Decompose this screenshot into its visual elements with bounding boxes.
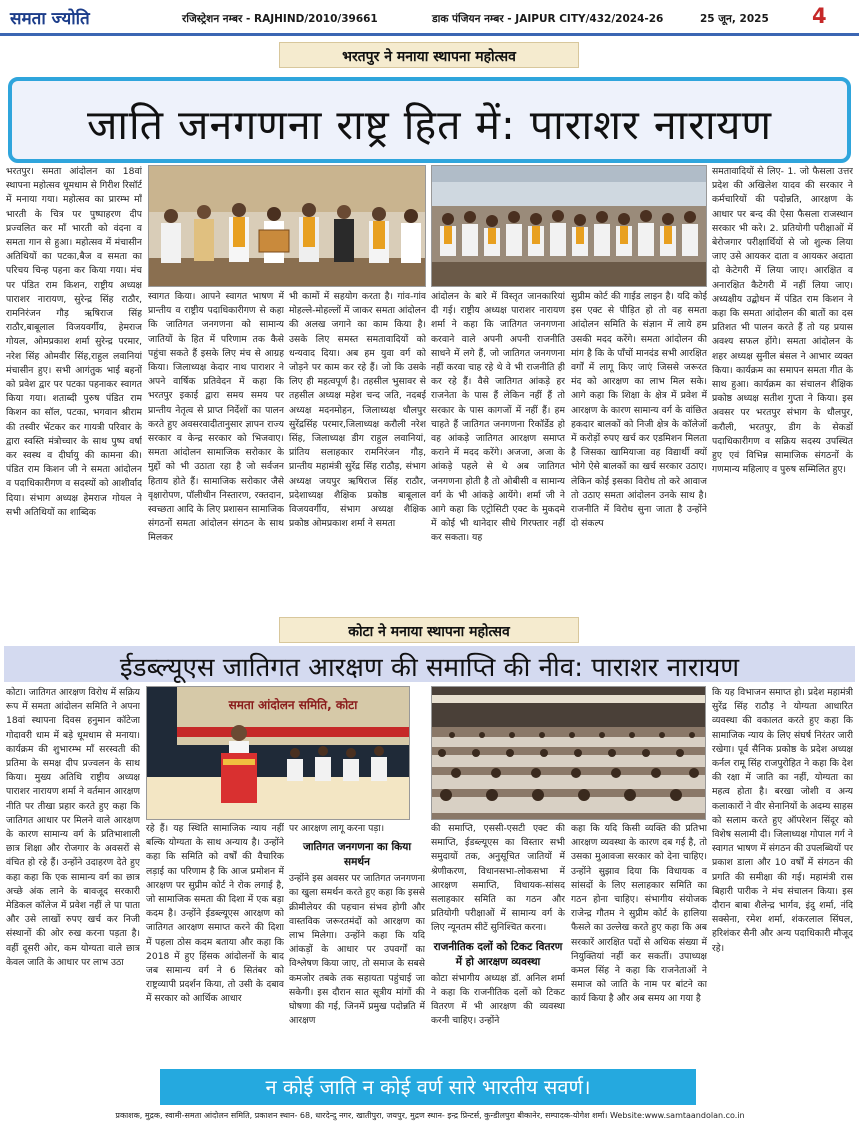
story2-column-6: कि यह विभाजन समाप्त हो। प्रदेश महामंत्री सुरेंद्र सिंह राठौड़ ने योग्यता आधारित व्यवस्था की वकालत करते हुए कहा कि सामाजिक न्याय के लिए संघर्ष निरंतर जारी रखेगा। पूर्व सैनिक प्रकोष्ठ के प्रदेश अध्यक्ष कर्नल रामू सिंह राजपुरोहित ने कहा कि देश की रक्षा में जाति का नहीं, योग्यता का महत्व होता है। बरखा जोशी व अन्य कलाकारों ने वीर सेनानियों के अदम्य साहस को सलाम करते हुए ऑपरेशन सिंदूर को विशेष सलामी दी। जिलाध्यक्ष गोपाल गर्ग ने स्वागत भाषण में संगठन की उपलब्धियों पर प्रकाश डाला और 10 वर्षों में संगठन की प्रगति की समीक्षा की गई। महामंत्री रास बिहारी पारीक ने मंच संचालन किया। इस दौरान बाबा शैलेन्द्र भार्गव, इंदु शर्मा, नंदि सक्सेना, रमेश शर्मा, शंकरलाल सिंघल, हरिशंकर सैनी और अन्य पदाधिकारी मौजूद रहे।	[712, 687, 853, 954]
stage-banner-text: समता आंदोलन समिति, कोटा	[228, 698, 358, 712]
felicitation-photo-illustration	[149, 166, 426, 287]
story2-subhead-caste-census: जातिगत जनगणना का किया समर्थन	[302, 841, 412, 869]
registration-number: रजिस्ट्रेशन नम्बर - RAJHIND/2010/39661	[182, 13, 378, 25]
audience-photo-illustration	[432, 166, 707, 287]
story1-headline: जाति जनगणना राष्ट्र हित में: पाराशर नारायण	[8, 77, 851, 163]
story2-column-3-lead: पर आरक्षण लागू करना पड़ा।	[289, 823, 385, 834]
story1-column-3: भी कामों में सहयोग करता है। गांव-गांव मोहल्ले-मोहल्लों में जाकर समता आंदोलन की अलख जगाने का काम किया है। उसके लिए समस्त समतावादियों को धन्यवाद दिया। अब हम युवा वर्ग को जोड़ने पर काम कर रहे हैं। जो कि उसके लिए ही महत्वपूर्ण है। तहसील भुसावर से तहसील अध्यक्ष महेश चन्द जति, नदबई अध्यक्ष मदनमोहन, जिलाध्यक्ष धौलपुर सुरेंद्रसिंह परमार,जिलाध्यक्ष करौली नरेश सिंह, जिलाध्यक्ष डीग राहुल लवानियां, प्रांतिय सलाहकार रामनिरंजन गौड़, प्रान्तीय महामंत्री सुरेंद्र सिंह राठौड़, संभाग अध्यक्ष जयपुर ऋषिराज सिंह राठौर, प्रदेशाध्यक्ष शैक्षिक प्रकोष्ठ बाबूलाल विजयवर्गीय, संभाग अध्यक्ष शैक्षिक प्रकोष्ठ ओमप्रकाश शर्मा ने समता	[289, 291, 426, 530]
issue-date: 25 जून, 2025	[700, 13, 769, 25]
story1-column-6: समतावादियों से लिए- 1. जो फैसला उत्तर प्रदेश की अखिलेश यादव की सरकार ने कर्मचारियों की पदोन्नति, आरक्षण के आधार पर बन्द की ऐसा फैसला राजस्थान सरकार भी करे। 2. प्रतियोगी परीक्षाओं में बेरोजगार परीक्षार्थियों से जो शुल्क लिया जाए उसे आयकर दाता व आयकर अदाता दो केटेगरी में लिया जाए। आरक्षित व अनारक्षित कैटेगरी में नहीं लिया जाए। अध्यक्षीय उद्बोधन में पंडित राम किशन ने कहा कि समता आंदोलन की बातों का दस प्रतिशत भी पालन करते हैं तो यह प्रयास अवश्य सफल होंगे। समता आंदोलन के शहर अध्यक्ष सुनील बंसल ने आभार व्यक्त किया। कार्यक्रम का समापन समता गीत के साथ हुआ। कार्यक्रम का संचालन शैक्षिक प्रकोष्ठ अध्यक्ष सतीश गुप्ता ने किया। इस अवसर पर भरतपुर संभाग के धौलपुर, करौली, भरतपुर, डीग के सेकडों पदाधिकारीगण व सक्रिय सदस्य उपस्थित हुए एवं विभिन्न सामाजिक संगठनों के गणमान्य महिलाए व पुरुष सम्मिलित हुए।	[712, 166, 853, 476]
story2-photo-speaker	[146, 686, 410, 820]
imprint-footer: प्रकाशक, मुद्रक, स्वामी-समता आंदोलन समिति, प्रकाशन स्थान- 68, धारदेन्दु नगर, खातीपुरा, जयपुर, मुद्रण स्थान- इन्द्र प्रिन्टर्स, कुन्डीलपुरा बीकानेर, सम्पादक-योगेश शर्मा। Website:www.samtaandolan.co.in	[115, 1111, 745, 1120]
postal-number: डाक पंजियन नम्बर - JAIPUR CITY/432/2024-26	[432, 13, 664, 25]
story2-headline: ईडब्ल्यूएस जातिगत आरक्षण की समाप्ति की नीव: पाराशर नारायण	[4, 646, 855, 682]
story2-column-4-body: कोटा संभागीय अध्यक्ष डॉ. अनिल शर्मा ने कहा कि राजनीतिक दलों को टिकट वितरण में भी आरक्षण की व्यवस्था करनी चाहिए। उन्होंने	[431, 972, 565, 1027]
story1-photo-audience	[431, 165, 707, 287]
masthead	[0, 0, 859, 36]
story2-column-4-lead: की समाप्ति, एससी-एसटी एक्ट की समाप्ति, ईडब्ल्यूएस का विस्तार सभी समुदायों तक, अनुसूचित जातियों में श्रेणीकरण, विधानसभा-लोकसभा में आरक्षण समाप्ति, विधायक-सांसद सलाहकार समिति का गठन और प्रतियोगी परीक्षाओं में सामान्य वर्ग के लिए न्यूनतम सीटें सुनिश्चित करना।	[431, 823, 565, 934]
story1-column-2: स्वागत किया। आपने स्वागत भाषण में प्रान्तीय व राष्ट्रीय पदाधिकारीगण से कहा कि जातिगत जनगणना को सामान्य जातियों के हित में परिणाम तक कैसे पहुंचा सकते हैं इसके लिए मंच से आग्रह किया। जिलाध्यक्ष केदार नाथ पाराशर ने अपने वार्षिक प्रतिवेदन में कहा कि भरतपुर इकाई द्वारा समय समय पर प्रान्तीय नेतृत्व से प्राप्त निर्देशों का पालन करते हुए अवसरवादीतानुसार ज्ञापन राज्य सरकार व केन्द्र सरकार को भिजवाए। समता आंदोलन सामाजिक सरोकार के मुद्दों को भी उठाता रहा है जो सर्वजन हिताय होते हैं। सामाजिक सरोकार जैसे वृक्षारोपण, पॉलीथीन निस्तारण, रक्तदान, स्वच्छता आदि के लिए प्रशासन सामाजिक संगठनों समता आंदोलन संगठन के साथ मिलकर	[148, 291, 284, 544]
story1-column-5: सुप्रीम कोर्ट की गाईड लाइन है। यदि कोई इस एक्ट से पीड़ित हो तो वह समता आंदोलन समिति के संज्ञान में लाये हम उसकी मदद करेंगे। समता आंदोलन की मांग है कि के पाँचों मानदंड सभी आरक्षित वर्गों में लागू किए जाएं जिससे जरूरत मंद को आरक्षण का लाभ मिल सके। आगे कहा कि शिक्षा के क्षेत्र में प्रवेश में आरक्षण के कारण सामान्य वर्ग के वांछित हकदार बालकों को निजी क्षेत्र के कॉलेजों में करोड़ों रुपए खर्च कर एडमिशन मिलता है जिसका खामियाजा वह विद्यार्थी क्यों भोगे ऐसे बालकों का खर्च सरकार उठाए। लेकिन कोई इसका विरोध तो करे आवाज तो उठाए समता आंदोलन उनके साथ है। राजनीति में विरोध सुना जाता है उन्होंने दो संकल्प	[571, 291, 707, 530]
page-number: 4	[812, 4, 827, 28]
story2-column-2: रहे हैं। यह स्थिति सामाजिक न्याय नहीं बल्कि योग्यता के साथ अन्याय है। उन्होंने कहा कि समिति को वर्षों की वैचारिक लड़ाई का परिणाम है कि आज प्रमोशन में आरक्षण पर सुप्रीम कोर्ट ने रोक लगाई है, जो सामाजिक समता की दिशा में एक बड़ा कदम है। उन्होंने ईडब्ल्यूएस आरक्षण को जातिगत आरक्षण समाप्त करने की दिशा में पहला ठोस कदम बताया और कहा कि 2018 में हुए हिंसक आंदोलनों के बाद जब सामान्य वर्ग ने 6 सितंबर को राष्ट्रव्यापी प्रदर्शन किया, तो उसी के दबाव में सरकार को आर्थिक आधार	[146, 823, 284, 1005]
story2-column-5: कहा कि यदि किसी व्यक्ति की प्रतिभा आरक्षण व्यवस्था के कारण दब गई है, तो उसका मुआवजा सरकार को देना चाहिए। उन्होंने सुझाव दिया कि विधायक व सांसदों के लिए सलाहकार समिति का गठन होना चाहिए। संभागीय संयोजक राजेन्द्र गौतम ने सुप्रीम कोर्ट के हालिया फैसले का उल्लेख करते हुए कहा कि अब सरकारें आरक्षित पदों से अधिक संख्या में नियुक्तियां नहीं कर सकतीं। उपाध्यक्ष कमल सिंह ने कहा कि राजनेताओं ने समाज को जाति के नाम पर बांटने का कार्य किया है और अब समय आ गया है	[571, 823, 707, 1005]
story2-column-3	[289, 822, 425, 1064]
story1-photo-felicitation	[148, 165, 426, 287]
story2-column-3-body: उन्होंने इस अवसर पर जातिगत जनगणना का खुला समर्थन करते हुए कहा कि इससे क्रीमीलेयर की पहचान संभव होगी और वास्तविक जरूरतमंदों को आरक्षण का लाभ मिलेगा। उन्होंने कहा कि यदि आंकड़ों के आधार पर उपवर्गों का विश्लेषण किया जाए, तो समाज के सबसे कमजोर तबके तक सहायता पहुंचाई जा सकेगी। इस दौरान सात सूत्रीय मांगों की घोषणा की गई, जिनमें प्रमुख पदोन्नति में आरक्षण	[289, 873, 425, 1027]
newspaper-logo: समता ज्योति	[10, 9, 90, 29]
crowd-photo-illustration	[432, 687, 706, 820]
story2-column-4	[431, 822, 565, 1064]
story2-kicker: कोटा ने मनाया स्थापना महोत्सव	[279, 617, 579, 643]
story1-kicker: भरतपुर ने मनाया स्थापना महोत्सव	[279, 42, 579, 68]
story2-subhead-ticket-reservation: राजनीतिक दलों को टिकट वितरण में हो आरक्षण व्यवस्था	[433, 940, 563, 968]
speaker-photo-illustration	[147, 687, 410, 820]
story2-column-1: कोटा। जातिगत आरक्षण विरोध में सक्रिय रूप में समता आंदोलन समिति ने अपना 18वां स्थापना दिवस हनुमान कॉटेजा गोदावरी धाम में बड़े धूमधाम से मनाया। कार्यक्रम की शुभारम्भ माँ सरस्वती की प्रतिमा के समक्ष दीप प्रज्वलन के साथ किया। मुख्य अतिथि राष्ट्रीय अध्यक्ष पाराशर नारायण शर्मा ने वर्तमान आरक्षण नीति पर तीखा प्रहार करते हुए कहा कि जातिगत आधार पर मिलने वाले आरक्षण के कारण सामान्य वर्ग के प्रतिभाशाली छात्र शिक्षा और रोजगार के अवसरों से वंचित हो रहे हैं। उन्होंने उदाहरण देते हुए कहा कहा कि एक सामान्य वर्ग का छात्र अच्छे अंक लाने के बावजूद सरकारी मेडिकल कॉलेज में प्रवेश नहीं ले पा पाता और उसे लाखों रुपए खर्च कर निजी संस्थानों की ओर रुख करना पड़ता है। वहीं दूसरी ओर, कम योग्यता वाले छात्र केवल जाति के आधार पर लाभ उठा	[6, 687, 140, 968]
story1-column-1: भरतपुर। समता आंदोलन का 18वां स्थापना महोत्सव धूमधाम से गिरीश रिसॉर्ट में मनाया गया। महोत्सव का प्रारम्भ माँ भारती के चित्र पर पुष्पाहरण दीप प्रज्वलित कर माँ भारती को वंदना व समता गान से हुआ। महोत्सव में मंचासीन अतिथियों का पटका,बैज व समता का परिचय चिन्ह पहना कर किया गया। मंच पर पंडित राम किशन, राष्ट्रीय अध्यक्ष पाराशर नारायण, सुरेन्द्र सिंह राठौर, रामनिरंजन गौड़ ऋषिराज सिंह राठौर,बाबूलाल विजयवर्गीय, हेमराज गोयल, ओमप्रकाश शर्मा सुरेन्द्र परमार, नरेश सिंह ओमवीर सिंह,राहुल लवानियां मंचासीन हुए। सभी आगंतुक भाई बहनों को प्रवेश द्वार पर पटका पहनाकर स्वागत किया गया। शताब्दी पुरुष पंडित राम किशन का सॉल, पटका, भगवान श्रीराम की तस्वीर भेंटकर कर गायत्री परिवार के द्वारा स्वस्ति मंत्रोच्चार के साथ पुष्प वर्षा कर स्वस्थ व दीर्घायु की कामना की। पंडित राम किशन जी ने समता आंदोलन व पदाधिकारीगण व सदस्यों को आशीर्वाद दिया। संभाग अध्यक्ष हेमराज गोयल ने सभी अतिथियों का शाब्दिक	[6, 166, 142, 518]
slogan-bar: न कोई जाति न कोई वर्ण सारे भारतीय सवर्ण।	[160, 1069, 696, 1105]
story2-photo-audience	[431, 686, 706, 820]
story1-column-4: आंदोलन के बारे में विस्तृत जानकारियां दी गई। राष्ट्रीय अध्यक्ष पाराशर नारायण शर्मा ने कहा कि जातिगत जनगणना करवाने वाले अपनी अपनी राजनीति साधने में लगे हैं, जो जातिगत जनगणना नहीं करवा चाह रहे थे वे भी राजनीति ही कर रहे हैं। वैसे जातिगत आंकड़े हर राजनेता के पास हैं लेकिन नहीं हैं तो सरकार के पास कागजों में नहीं हैं। हम चाहते हैं जातिगत जनगणना रिकॉर्डेड हो वह आंकड़े जातिगत आरक्षण समाप्त कराने में मदद करेंगे। अजजा, अजा के आंकड़े पहले से थे अब जातिगत जनगणना होती है तो ओबीसी व सामान्य वर्ग के भी आंकड़े आयेंगे। शर्मा जी ने आगे कहा कि एट्रोसिटी एक्ट के मुकदमे में कोई भी थानेदार सीधे गिरफ्तार नहीं कर सकता। यह	[431, 291, 565, 544]
